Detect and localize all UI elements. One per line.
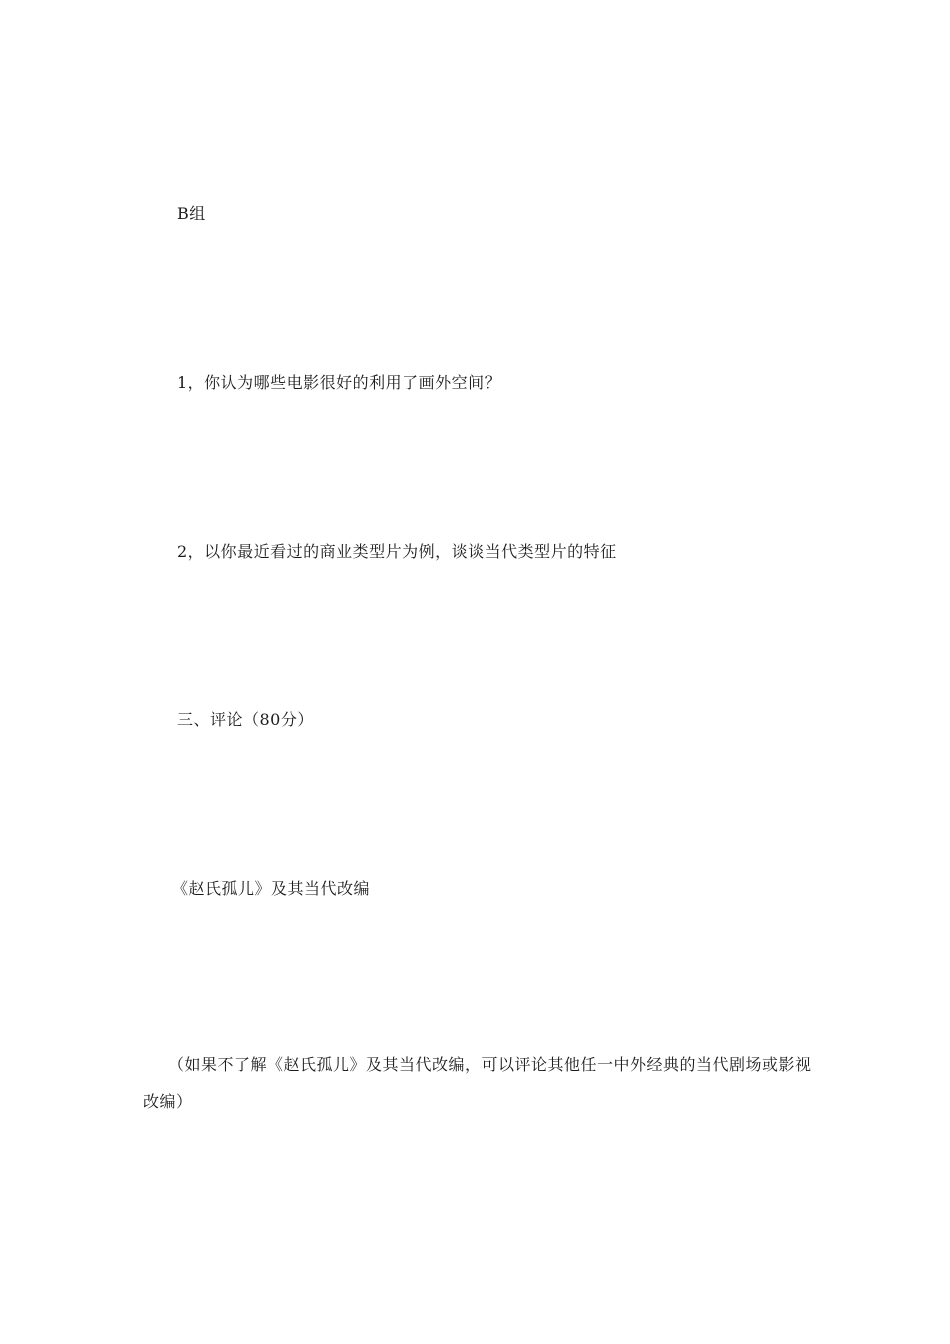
section-heading: 三、评论（80分） — [177, 710, 314, 729]
review-topic: 《赵氏孤儿》及其当代改编 — [172, 879, 371, 898]
question-2: 2，以你最近看过的商业类型片为例，谈谈当代类型片的特征 — [177, 542, 617, 561]
question-1: 1，你认为哪些电影很好的利用了画外空间？ — [177, 373, 502, 392]
group-label: B组 — [177, 204, 206, 223]
review-note: （如果不了解《赵氏孤儿》及其当代改编，可以评论其他任一中外经典的当代剧场或影视改编） — [143, 1055, 812, 1111]
